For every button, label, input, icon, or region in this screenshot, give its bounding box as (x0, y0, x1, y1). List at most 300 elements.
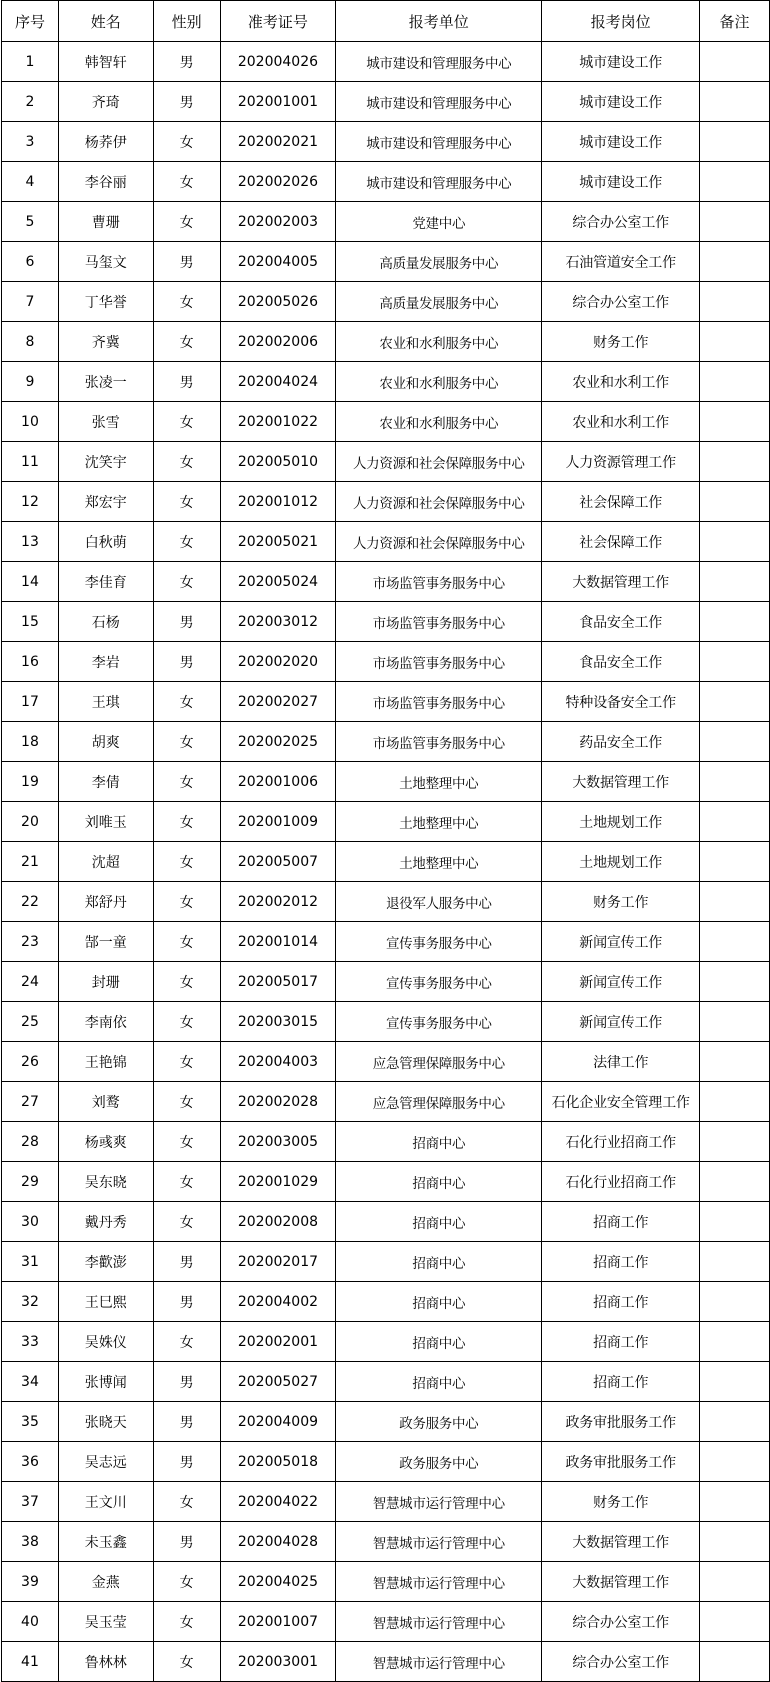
row-index: 1 (2, 42, 59, 82)
row-exam-number: 202001022 (220, 402, 336, 442)
table-row (2, 82, 770, 122)
row-position: 人力资源管理工作 (542, 442, 700, 482)
row-index: 4 (2, 162, 59, 202)
row-position: 药品安全工作 (542, 722, 700, 762)
row-name: 王文川 (58, 1482, 153, 1522)
row-position: 综合办公室工作 (542, 202, 700, 242)
row-exam-number: 202001014 (220, 922, 336, 962)
row-gender: 女 (153, 202, 220, 242)
table-row (2, 962, 770, 1002)
table-row (2, 1322, 770, 1362)
table-row (2, 362, 770, 402)
row-remarks (700, 962, 770, 1002)
table-row (2, 282, 770, 322)
row-position: 综合办公室工作 (542, 1642, 700, 1682)
row-unit: 招商中心 (336, 1122, 542, 1162)
row-exam-number: 202005007 (220, 842, 336, 882)
row-position: 城市建设工作 (542, 82, 700, 122)
row-gender: 男 (153, 42, 220, 82)
row-unit: 高质量发展服务中心 (336, 282, 542, 322)
row-unit: 城市建设和管理服务中心 (336, 162, 542, 202)
row-unit: 农业和水利服务中心 (336, 322, 542, 362)
row-position: 社会保障工作 (542, 482, 700, 522)
row-name: 李佳育 (58, 562, 153, 602)
row-name: 白秋萌 (58, 522, 153, 562)
row-unit: 智慧城市运行管理中心 (336, 1562, 542, 1602)
header-index: 序号 (2, 1, 59, 42)
row-gender: 女 (153, 162, 220, 202)
row-remarks (700, 922, 770, 962)
table-row (2, 642, 770, 682)
row-remarks (700, 1282, 770, 1322)
table-row (2, 1642, 770, 1682)
row-name: 张晓天 (58, 1402, 153, 1442)
row-remarks (700, 482, 770, 522)
row-position: 大数据管理工作 (542, 1522, 700, 1562)
row-unit: 农业和水利服务中心 (336, 402, 542, 442)
row-exam-number: 202002021 (220, 122, 336, 162)
row-unit: 退役军人服务中心 (336, 882, 542, 922)
row-exam-number: 202002008 (220, 1202, 336, 1242)
row-position: 法律工作 (542, 1042, 700, 1082)
row-exam-number: 202002028 (220, 1082, 336, 1122)
table-row (2, 1402, 770, 1442)
table-row (2, 402, 770, 442)
row-remarks (700, 1042, 770, 1082)
row-name: 胡爽 (58, 722, 153, 762)
row-remarks (700, 42, 770, 82)
row-index: 32 (2, 1282, 59, 1322)
row-remarks (700, 242, 770, 282)
header-remarks: 备注 (700, 1, 770, 42)
row-position: 食品安全工作 (542, 602, 700, 642)
row-remarks (700, 762, 770, 802)
table-row (2, 1122, 770, 1162)
row-remarks (700, 1602, 770, 1642)
row-unit: 智慧城市运行管理中心 (336, 1482, 542, 1522)
table-row (2, 602, 770, 642)
row-name: 戴丹秀 (58, 1202, 153, 1242)
row-remarks (700, 842, 770, 882)
row-position: 石化企业安全管理工作 (542, 1082, 700, 1122)
table-row (2, 842, 770, 882)
row-index: 35 (2, 1402, 59, 1442)
row-remarks (700, 82, 770, 122)
table-row (2, 1362, 770, 1402)
row-name: 封珊 (58, 962, 153, 1002)
table-row (2, 442, 770, 482)
row-unit: 智慧城市运行管理中心 (336, 1602, 542, 1642)
row-exam-number: 202004026 (220, 42, 336, 82)
row-position: 石油管道安全工作 (542, 242, 700, 282)
row-exam-number: 202005021 (220, 522, 336, 562)
row-name: 石杨 (58, 602, 153, 642)
row-exam-number: 202001007 (220, 1602, 336, 1642)
row-unit: 人力资源和社会保障服务中心 (336, 442, 542, 482)
row-position: 食品安全工作 (542, 642, 700, 682)
row-remarks (700, 1482, 770, 1522)
row-gender: 女 (153, 1202, 220, 1242)
row-exam-number: 202001009 (220, 802, 336, 842)
row-gender: 女 (153, 1002, 220, 1042)
row-remarks (700, 602, 770, 642)
row-index: 7 (2, 282, 59, 322)
row-name: 未玉鑫 (58, 1522, 153, 1562)
row-name: 沈笑宇 (58, 442, 153, 482)
table-row (2, 1202, 770, 1242)
row-exam-number: 202004005 (220, 242, 336, 282)
table-row (2, 122, 770, 162)
row-gender: 男 (153, 1282, 220, 1322)
row-gender: 男 (153, 1242, 220, 1282)
row-exam-number: 202001029 (220, 1162, 336, 1202)
row-exam-number: 202001006 (220, 762, 336, 802)
row-gender: 女 (153, 1602, 220, 1642)
row-gender: 女 (153, 962, 220, 1002)
row-position: 城市建设工作 (542, 122, 700, 162)
row-exam-number: 202004022 (220, 1482, 336, 1522)
table-row (2, 1042, 770, 1082)
row-index: 10 (2, 402, 59, 442)
table-row (2, 1082, 770, 1122)
row-position: 土地规划工作 (542, 842, 700, 882)
row-exam-number: 202005026 (220, 282, 336, 322)
row-gender: 女 (153, 1162, 220, 1202)
row-exam-number: 202002003 (220, 202, 336, 242)
row-name: 李歡澎 (58, 1242, 153, 1282)
row-index: 40 (2, 1602, 59, 1642)
row-gender: 女 (153, 802, 220, 842)
row-unit: 招商中心 (336, 1322, 542, 1362)
row-unit: 应急管理保障服务中心 (336, 1042, 542, 1082)
table-row (2, 1002, 770, 1042)
row-position: 新闻宣传工作 (542, 922, 700, 962)
row-name: 马玺文 (58, 242, 153, 282)
row-exam-number: 202002026 (220, 162, 336, 202)
row-gender: 男 (153, 82, 220, 122)
row-name: 李岩 (58, 642, 153, 682)
row-position: 农业和水利工作 (542, 362, 700, 402)
row-unit: 宣传事务服务中心 (336, 922, 542, 962)
row-exam-number: 202002025 (220, 722, 336, 762)
table-row (2, 802, 770, 842)
row-gender: 女 (153, 522, 220, 562)
row-gender: 女 (153, 762, 220, 802)
table-row (2, 1282, 770, 1322)
table-row (2, 1602, 770, 1642)
row-remarks (700, 322, 770, 362)
row-position: 社会保障工作 (542, 522, 700, 562)
row-remarks (700, 1362, 770, 1402)
row-name: 郑舒丹 (58, 882, 153, 922)
row-position: 大数据管理工作 (542, 1562, 700, 1602)
row-position: 大数据管理工作 (542, 562, 700, 602)
row-name: 沈超 (58, 842, 153, 882)
row-gender: 女 (153, 1122, 220, 1162)
row-unit: 应急管理保障服务中心 (336, 1082, 542, 1122)
row-index: 41 (2, 1642, 59, 1682)
row-unit: 政务服务中心 (336, 1402, 542, 1442)
row-position: 石化行业招商工作 (542, 1162, 700, 1202)
row-index: 2 (2, 82, 59, 122)
row-exam-number: 202004009 (220, 1402, 336, 1442)
row-exam-number: 202005024 (220, 562, 336, 602)
row-index: 25 (2, 1002, 59, 1042)
row-name: 丁华誉 (58, 282, 153, 322)
row-index: 31 (2, 1242, 59, 1282)
row-unit: 市场监管事务服务中心 (336, 642, 542, 682)
row-gender: 男 (153, 362, 220, 402)
row-remarks (700, 162, 770, 202)
row-position: 土地规划工作 (542, 802, 700, 842)
row-remarks (700, 1522, 770, 1562)
row-gender: 女 (153, 122, 220, 162)
row-position: 农业和水利工作 (542, 402, 700, 442)
row-index: 37 (2, 1482, 59, 1522)
row-remarks (700, 1642, 770, 1682)
row-index: 17 (2, 682, 59, 722)
row-unit: 城市建设和管理服务中心 (336, 82, 542, 122)
row-exam-number: 202003015 (220, 1002, 336, 1042)
row-unit: 市场监管事务服务中心 (336, 722, 542, 762)
row-index: 24 (2, 962, 59, 1002)
row-name: 曹珊 (58, 202, 153, 242)
row-remarks (700, 1242, 770, 1282)
row-unit: 智慧城市运行管理中心 (336, 1522, 542, 1562)
row-remarks (700, 1402, 770, 1442)
row-exam-number: 202003012 (220, 602, 336, 642)
row-remarks (700, 562, 770, 602)
row-gender: 男 (153, 1442, 220, 1482)
row-gender: 男 (153, 1402, 220, 1442)
row-gender: 男 (153, 602, 220, 642)
row-exam-number: 202002001 (220, 1322, 336, 1362)
row-exam-number: 202001012 (220, 482, 336, 522)
row-unit: 农业和水利服务中心 (336, 362, 542, 402)
row-position: 城市建设工作 (542, 162, 700, 202)
row-exam-number: 202004024 (220, 362, 336, 402)
row-index: 5 (2, 202, 59, 242)
row-exam-number: 202005027 (220, 1362, 336, 1402)
row-remarks (700, 682, 770, 722)
row-index: 38 (2, 1522, 59, 1562)
header-row (2, 1, 770, 42)
row-gender: 女 (153, 1042, 220, 1082)
row-index: 16 (2, 642, 59, 682)
row-index: 33 (2, 1322, 59, 1362)
row-index: 13 (2, 522, 59, 562)
row-remarks (700, 282, 770, 322)
row-index: 3 (2, 122, 59, 162)
row-remarks (700, 362, 770, 402)
row-unit: 宣传事务服务中心 (336, 1002, 542, 1042)
row-exam-number: 202001001 (220, 82, 336, 122)
row-exam-number: 202003001 (220, 1642, 336, 1682)
row-unit: 招商中心 (336, 1162, 542, 1202)
row-unit: 高质量发展服务中心 (336, 242, 542, 282)
row-name: 张雪 (58, 402, 153, 442)
row-position: 招商工作 (542, 1202, 700, 1242)
row-unit: 招商中心 (336, 1362, 542, 1402)
row-name: 韩智轩 (58, 42, 153, 82)
row-name: 李南依 (58, 1002, 153, 1042)
row-unit: 市场监管事务服务中心 (336, 682, 542, 722)
row-name: 鲁林林 (58, 1642, 153, 1682)
row-gender: 女 (153, 482, 220, 522)
table-row (2, 562, 770, 602)
row-remarks (700, 402, 770, 442)
row-name: 王艳锦 (58, 1042, 153, 1082)
row-gender: 女 (153, 562, 220, 602)
row-unit: 宣传事务服务中心 (336, 962, 542, 1002)
row-remarks (700, 1002, 770, 1042)
row-gender: 女 (153, 1642, 220, 1682)
row-unit: 党建中心 (336, 202, 542, 242)
row-exam-number: 202004003 (220, 1042, 336, 1082)
row-unit: 政务服务中心 (336, 1442, 542, 1482)
row-unit: 城市建设和管理服务中心 (336, 42, 542, 82)
row-gender: 男 (153, 1362, 220, 1402)
row-name: 王琪 (58, 682, 153, 722)
row-position: 政务审批服务工作 (542, 1442, 700, 1482)
row-remarks (700, 1122, 770, 1162)
row-exam-number: 202004025 (220, 1562, 336, 1602)
row-name: 吴玉莹 (58, 1602, 153, 1642)
row-name: 吴东晓 (58, 1162, 153, 1202)
row-unit: 招商中心 (336, 1202, 542, 1242)
row-gender: 女 (153, 722, 220, 762)
table-row (2, 482, 770, 522)
table-row (2, 522, 770, 562)
table-row (2, 42, 770, 82)
header-name: 姓名 (58, 1, 153, 42)
row-unit: 土地整理中心 (336, 802, 542, 842)
row-name: 李倩 (58, 762, 153, 802)
row-name: 杨彧爽 (58, 1122, 153, 1162)
row-index: 12 (2, 482, 59, 522)
row-name: 张博闻 (58, 1362, 153, 1402)
header-exam-number: 准考证号 (220, 1, 336, 42)
row-position: 财务工作 (542, 322, 700, 362)
row-name: 张凌一 (58, 362, 153, 402)
row-remarks (700, 1442, 770, 1482)
row-index: 34 (2, 1362, 59, 1402)
row-gender: 女 (153, 322, 220, 362)
row-exam-number: 202002020 (220, 642, 336, 682)
table-row (2, 762, 770, 802)
row-name: 齐琦 (58, 82, 153, 122)
row-index: 27 (2, 1082, 59, 1122)
row-position: 特种设备安全工作 (542, 682, 700, 722)
table-row (2, 1522, 770, 1562)
header-unit: 报考单位 (336, 1, 542, 42)
candidate-table (1, 0, 770, 1682)
row-name: 金燕 (58, 1562, 153, 1602)
row-remarks (700, 642, 770, 682)
row-gender: 女 (153, 1082, 220, 1122)
table-row (2, 162, 770, 202)
row-remarks (700, 1202, 770, 1242)
row-index: 6 (2, 242, 59, 282)
row-index: 8 (2, 322, 59, 362)
row-position: 城市建设工作 (542, 42, 700, 82)
row-position: 新闻宣传工作 (542, 1002, 700, 1042)
row-position: 新闻宣传工作 (542, 962, 700, 1002)
row-remarks (700, 1322, 770, 1362)
row-position: 财务工作 (542, 882, 700, 922)
row-gender: 女 (153, 1322, 220, 1362)
row-name: 郑宏宇 (58, 482, 153, 522)
table-row (2, 922, 770, 962)
row-unit: 招商中心 (336, 1282, 542, 1322)
table-row (2, 1442, 770, 1482)
row-index: 20 (2, 802, 59, 842)
row-exam-number: 202005010 (220, 442, 336, 482)
table-row (2, 242, 770, 282)
row-position: 财务工作 (542, 1482, 700, 1522)
row-exam-number: 202002027 (220, 682, 336, 722)
row-name: 李谷丽 (58, 162, 153, 202)
row-position: 招商工作 (542, 1242, 700, 1282)
row-unit: 市场监管事务服务中心 (336, 562, 542, 602)
row-exam-number: 202005017 (220, 962, 336, 1002)
row-position: 综合办公室工作 (542, 282, 700, 322)
row-gender: 男 (153, 242, 220, 282)
row-unit: 市场监管事务服务中心 (336, 602, 542, 642)
row-position: 招商工作 (542, 1322, 700, 1362)
row-unit: 土地整理中心 (336, 762, 542, 802)
row-name: 刘鹜 (58, 1082, 153, 1122)
row-index: 21 (2, 842, 59, 882)
row-unit: 城市建设和管理服务中心 (336, 122, 542, 162)
row-position: 综合办公室工作 (542, 1602, 700, 1642)
row-index: 14 (2, 562, 59, 602)
table-row (2, 882, 770, 922)
row-position: 招商工作 (542, 1362, 700, 1402)
row-gender: 男 (153, 1522, 220, 1562)
row-unit: 土地整理中心 (336, 842, 542, 882)
header-gender: 性别 (153, 1, 220, 42)
row-remarks (700, 802, 770, 842)
table-row (2, 722, 770, 762)
row-index: 28 (2, 1122, 59, 1162)
row-index: 36 (2, 1442, 59, 1482)
table-row (2, 1482, 770, 1522)
row-exam-number: 202004002 (220, 1282, 336, 1322)
table-row (2, 1242, 770, 1282)
table-row (2, 1162, 770, 1202)
row-remarks (700, 1082, 770, 1122)
row-gender: 女 (153, 922, 220, 962)
row-index: 19 (2, 762, 59, 802)
row-remarks (700, 122, 770, 162)
row-exam-number: 202002017 (220, 1242, 336, 1282)
row-gender: 女 (153, 842, 220, 882)
row-exam-number: 202005018 (220, 1442, 336, 1482)
row-remarks (700, 1562, 770, 1602)
row-position: 石化行业招商工作 (542, 1122, 700, 1162)
row-remarks (700, 1162, 770, 1202)
row-name: 杨荞伊 (58, 122, 153, 162)
row-name: 吴姝仪 (58, 1322, 153, 1362)
table-row (2, 1562, 770, 1602)
row-remarks (700, 442, 770, 482)
row-index: 39 (2, 1562, 59, 1602)
row-gender: 女 (153, 1562, 220, 1602)
table-row (2, 682, 770, 722)
row-index: 26 (2, 1042, 59, 1082)
row-gender: 女 (153, 1482, 220, 1522)
